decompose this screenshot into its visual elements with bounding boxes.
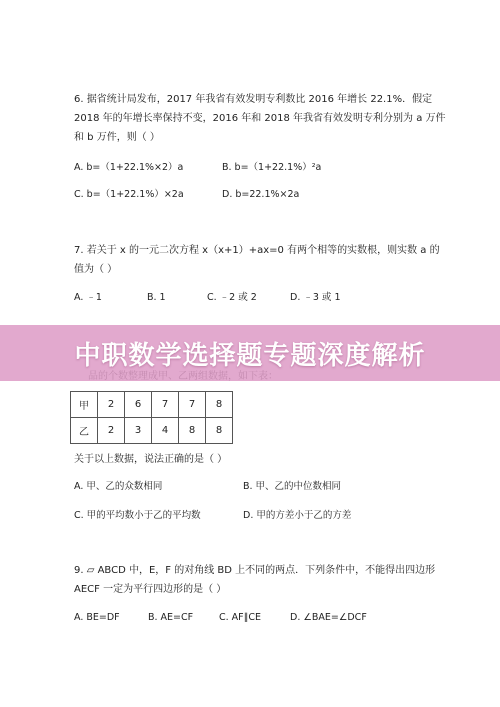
q7-option-a: A. ﹣1 <box>74 292 102 303</box>
q7-option-b: B. 1 <box>147 292 166 303</box>
q9-line-1: 9. ▱ ABCD 中，E，F 的对角线 BD 上不同的两点．下列条件中，不能得出四边形 <box>74 565 436 576</box>
q7-option-c: C. ﹣2 或 2 <box>207 292 257 303</box>
q8-question-line: 关于以上数据，说法正确的是（ ） <box>74 454 228 465</box>
q6-option-b: B. b=（1+22.1%）²a <box>222 162 322 173</box>
table-row <box>71 392 233 418</box>
q8-option-b: B. 甲、乙的中位数相同 <box>243 481 342 492</box>
q6-option-d: D. b=22.1%×2a <box>222 189 300 200</box>
q8-option-c: C. 甲的平均数小于乙的平均数 <box>74 510 201 521</box>
table-row <box>71 418 233 444</box>
table-cell: 2 <box>98 418 125 444</box>
q7-line-1: 7. 若关于 x 的一元二次方程 x（x+1）+ax=0 有两个相等的实数根，则实数 a 的 <box>74 245 440 256</box>
table-cell: 3 <box>125 418 152 444</box>
table-row-label: 甲 <box>71 392 98 418</box>
table-cell: 8 <box>206 418 233 444</box>
table-cell: 6 <box>125 392 152 418</box>
q9-option-a: A. BE=DF <box>74 612 120 623</box>
q7-option-d: D. ﹣3 或 1 <box>290 292 341 303</box>
q7-line-2: 值为（ ） <box>74 264 118 275</box>
q8-option-d: D. 甲的方差小于乙的方差 <box>243 510 352 521</box>
q8-data-table <box>70 391 233 444</box>
table-cell: 2 <box>98 392 125 418</box>
q6-option-c: C. b=（1+22.1%）×2a <box>74 189 184 200</box>
q6-line-1: 6. 据省统计局发布，2017 年我省有效发明专利数比 2016 年增长 22.1%．假定 <box>74 94 433 105</box>
q6-line-2: 2018 年的年增长率保持不变，2016 年和 2018 年我省有效发明专利分别为 a 万件 <box>74 113 446 124</box>
q6-line-3: 和 b 万件，则（ ） <box>74 132 160 143</box>
title-banner <box>0 325 500 381</box>
q9-option-d: D. ∠BAE=∠DCF <box>290 612 367 623</box>
banner-title: 中职数学选择题专题深度解析 <box>74 340 426 371</box>
table-cell: 7 <box>179 392 206 418</box>
q8-option-a: A. 甲、乙的众数相同 <box>74 481 163 492</box>
q9-line-2: AECF 一定为平行四边形的是（ ） <box>74 584 227 595</box>
table-cell: 4 <box>152 418 179 444</box>
q6-option-a: A. b=（1+22.1%×2）a <box>74 162 184 173</box>
table-cell: 8 <box>206 392 233 418</box>
table-row-label: 乙 <box>71 418 98 444</box>
table-cell: 7 <box>152 392 179 418</box>
q9-option-c: C. AF∥CE <box>219 612 262 623</box>
q9-option-b: B. AE=CF <box>148 612 194 623</box>
table-cell: 8 <box>179 418 206 444</box>
